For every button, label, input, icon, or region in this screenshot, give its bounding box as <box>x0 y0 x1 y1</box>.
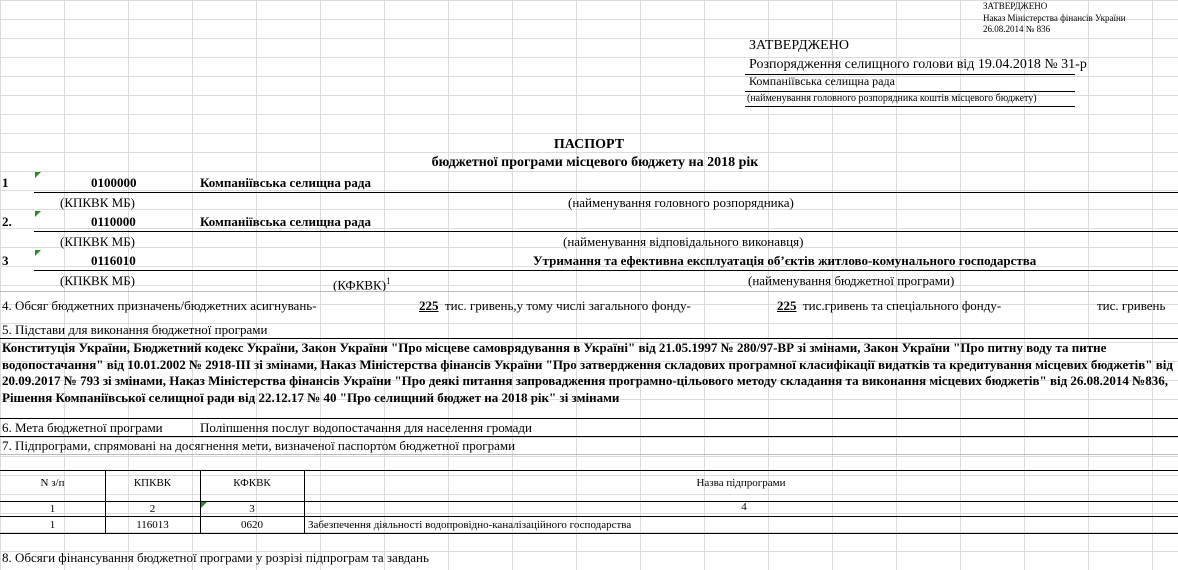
section4-general: 225 <box>777 298 797 313</box>
row3-code: 0116010 <box>91 253 136 268</box>
section5-top-line <box>0 338 1178 339</box>
approval-top-line1: ЗАТВЕРДЖЕНО <box>983 1 1048 11</box>
approval-org: Компаніївська селищна рада <box>749 74 895 88</box>
section6-text: Поліпшення послуг водопостачання для населення громади <box>200 420 532 435</box>
row3-num: 3 <box>2 253 9 268</box>
cell-marker <box>35 250 41 256</box>
row2-num: 2. <box>2 214 12 229</box>
section4-label: 4. Обсяг бюджетних призначень/бюджетних асигнувань- <box>2 298 317 313</box>
row2-name: Компаніївська селищна рада <box>200 214 371 229</box>
cell-marker <box>35 172 41 178</box>
section4-text1: тис. гривень,у тому числі загального фонду- <box>445 298 691 313</box>
cell-marker <box>35 211 41 217</box>
approval-org-underline <box>745 91 1075 92</box>
section6-label: 6. Мета бюджетної програми <box>2 420 163 435</box>
section6-underline <box>0 436 1178 437</box>
section8-label: 8. Обсяги фінансування бюджетної програми у розрізі підпрограм та завдань <box>2 550 429 565</box>
doc-subtitle: бюджетної програми місцевого бюджету на 2018 рік <box>431 155 759 170</box>
approval-caption-underline <box>745 106 1075 107</box>
approval-org-caption: (найменування головного розпорядника коштів місцевого бюджету) <box>747 93 1037 104</box>
table-cell-name: Забезпечення діяльності водопровідно-каналізаційного господарства <box>308 519 632 531</box>
table-top-border <box>0 470 1178 471</box>
doc-title: ПАСПОРТ <box>553 137 625 152</box>
row1-underline <box>34 192 1178 193</box>
section5-text: Конституція України, Бюджетний кодекс України, Закон України "Про місцеве самоврядування в Україні" від 21.05.1997 № 280/97-ВР зі змінами, Закон України "Про питну воду та питне водопостачання" від 10.01.2002 № 2918-ІІІ зі змінами, Наказ Міністерства фінансів України "Про затвердження складових програмної класифікації видатків та кредитування місцевих бюджетів" від 20.09.2017 № 793 зі змінами, Наказ Міністерства фінансів України "Про деякі питання запровадження програмно-цільового методу складання та виконання місцевих бюджетів" від 26.08.2014 №836, Рішення Компаніївської селищної ради від 22.12.17 № 40 "Про селищний бюджет на 2018 рік" зі змінами <box>2 340 1173 405</box>
table-bottom-border <box>0 533 1178 534</box>
table-cell-kfkvk: 0620 <box>241 519 263 531</box>
divider <box>0 454 1178 455</box>
section4-text2: тис.гривень та спеціального фонду- <box>803 298 1002 313</box>
row2-code-caption: (КПКВК МБ) <box>60 234 136 249</box>
row3-kfkvk-caption-text: (КФКВК) <box>333 277 387 293</box>
row3-name: Утримання та ефективна експлуатація об’єктів житлово-комунального господарства <box>533 253 1037 268</box>
row1-num: 1 <box>2 175 9 190</box>
table-number-2: 2 <box>149 503 156 515</box>
table-number-4: 4 <box>741 501 747 513</box>
row1-code-caption: (КПКВК МБ) <box>60 195 136 210</box>
table-number-1: 1 <box>49 503 56 515</box>
table-header-kfkvk: КФКВК <box>233 477 271 489</box>
section5-label: 5. Підстави для виконання бюджетної програми <box>2 322 268 337</box>
section4-text3: тис. гривень <box>1097 298 1166 313</box>
table-number-3: 3 <box>249 503 255 515</box>
row1-code: 0100000 <box>91 175 137 190</box>
row3-code-caption: (КПКВК МБ) <box>60 273 136 288</box>
approval-title: ЗАТВЕРДЖЕНО <box>749 38 849 53</box>
row1-name: Компаніївська селищна рада <box>200 175 371 190</box>
row3-name-caption: (найменування бюджетної програми) <box>748 273 955 288</box>
row3-underline <box>34 270 1178 271</box>
section5-bottom-line <box>0 418 1178 419</box>
table-header-kpkvk: КПКВК <box>133 477 172 489</box>
approval-order: Розпорядження селищного голови від 19.04.2018 № 31-р <box>749 57 1087 72</box>
table-number-border <box>0 516 1178 517</box>
table-cell-n: 1 <box>49 519 56 531</box>
row2-underline <box>34 231 1178 232</box>
table-header-name: Назва підпрограми <box>696 477 786 489</box>
divider <box>0 291 1178 292</box>
row2-code: 0110000 <box>91 214 136 229</box>
section7-label: 7. Підпрограми, спрямовані на досягнення мети, визначеної паспортом бюджетної програми <box>2 438 516 453</box>
approval-top-line2: Наказ Міністерства фінансів України <box>983 13 1126 23</box>
table-cell-kpkvk: 116013 <box>136 519 169 531</box>
table-header-n: N з/п <box>40 477 65 489</box>
row1-name-caption: (найменування головного розпорядника) <box>568 195 794 210</box>
section4-total: 225 <box>419 298 439 313</box>
row3-kfkvk-footnote: 1 <box>386 276 391 286</box>
approval-top-line3: 26.08.2014 № 836 <box>983 24 1051 34</box>
row2-name-caption: (найменування відповідального виконавця) <box>563 234 804 249</box>
